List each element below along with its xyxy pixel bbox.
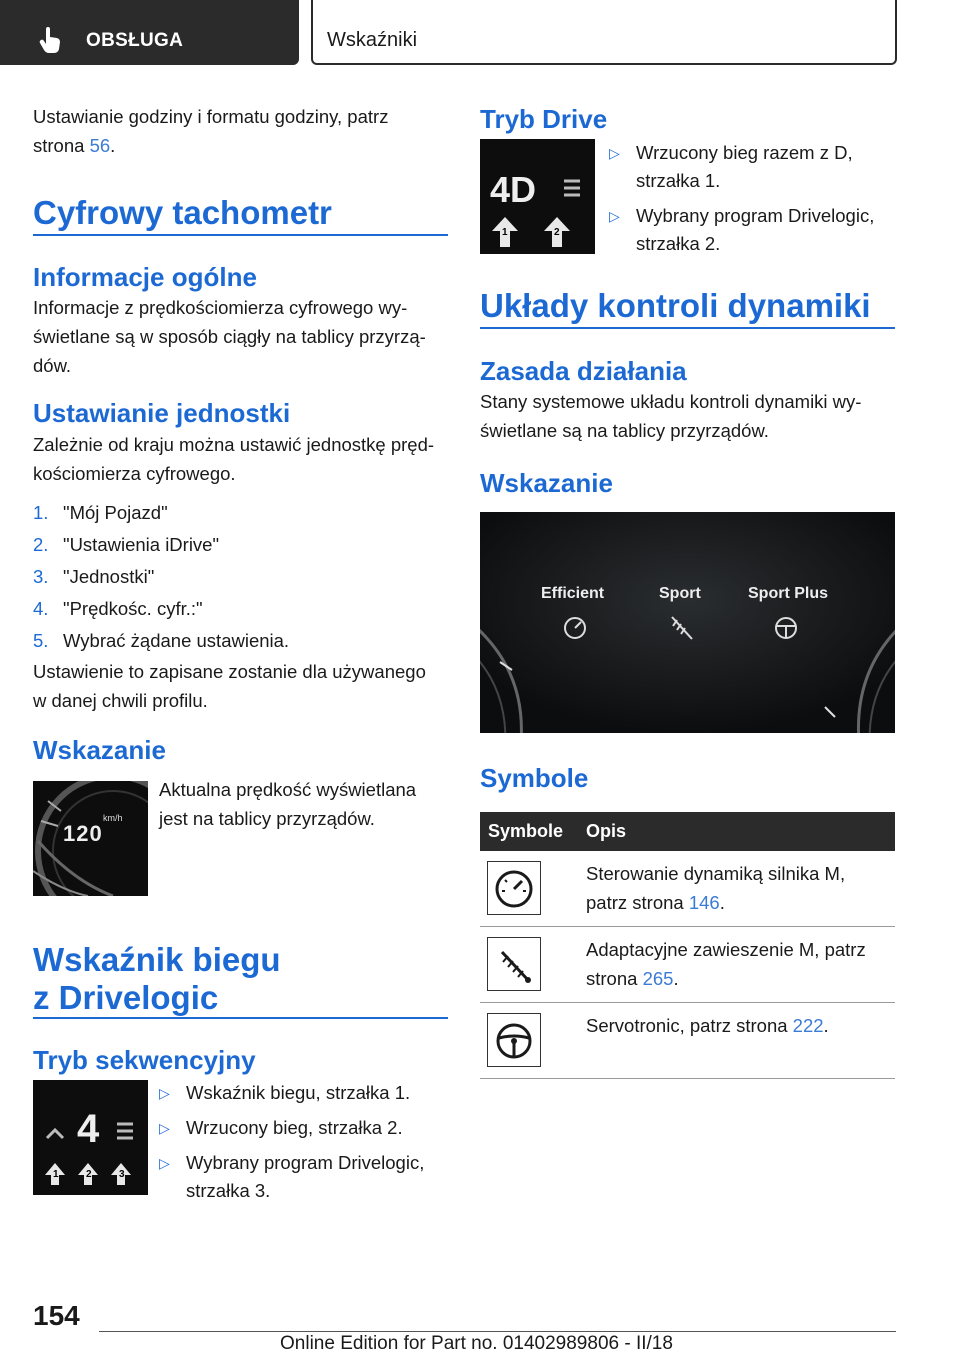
list-item: ▷ Wrzucony bieg, strzałka 2.: [159, 1117, 403, 1138]
page-link[interactable]: 56: [89, 135, 111, 156]
chapter-tab[interactable]: [0, 0, 299, 65]
gear-letter: 4D: [490, 169, 537, 210]
table-cell-description: Servotronic, patrz strona 222.: [586, 1015, 829, 1036]
intro-paragraph: Ustawianie godziny i formatu godziny, patrz strona 56.: [33, 106, 389, 156]
table-row: [480, 1003, 895, 1079]
subsection-title: Symbole: [480, 763, 589, 793]
subsection-title: Informacje ogólne: [33, 262, 257, 292]
sequential-list: [159, 1079, 449, 1212]
topic-label: Wskaźniki: [327, 29, 418, 51]
hand-pointer-icon: [38, 27, 62, 53]
drive-list: [609, 139, 894, 265]
arrow-label: 2: [86, 1169, 92, 1180]
subsection-title: Wskazanie: [480, 468, 613, 498]
speed-unit: km/h: [103, 813, 123, 823]
mode-label-sport: Sport: [659, 585, 701, 602]
mode-label-efficient: Efficient: [541, 585, 605, 602]
gear-number: 4: [77, 1107, 100, 1151]
suspension-icon: [487, 937, 541, 991]
arrow-label: 2: [554, 227, 560, 238]
section-divider: [33, 1017, 448, 1019]
subsection-title: Tryb sekwencyjny: [33, 1045, 256, 1075]
paragraph: Ustawienie to zapisane zostanie dla używanego w danej chwili profilu.: [33, 661, 426, 711]
page-link[interactable]: 265: [642, 968, 674, 989]
list-item: 1. "Mój Pojazd": [33, 502, 168, 523]
subsection-title: Ustawianie jednostki: [33, 398, 291, 428]
drive-gear-image: [480, 139, 595, 254]
page-link[interactable]: 222: [792, 1015, 824, 1036]
speedometer-image: [33, 781, 148, 896]
list-item: ▷ Wrzucony bieg razem z D, strzałka 1.: [609, 142, 853, 191]
table-cell-description: Sterowanie dynamiką silnika M, patrz strona 146.: [586, 863, 846, 913]
gauge-icon: [487, 861, 541, 915]
list-item: ▷ Wybrany program Drivelogic, strzałka 2.: [609, 205, 875, 254]
arrow-label: 3: [119, 1169, 125, 1180]
dashboard-image: [480, 512, 895, 733]
steps-list: [33, 497, 448, 657]
dashboard-graphic: [480, 512, 895, 733]
list-item: 5. Wybrać żądane ustawienia.: [33, 630, 290, 651]
footer-divider: [99, 1331, 896, 1332]
subsection-title: Tryb Drive: [480, 104, 608, 134]
paragraph: Stany systemowe układu kontroli dynamiki wy- świetlane są na tablicy przyrządów.: [480, 391, 862, 441]
subsection-title: Wskazanie: [33, 735, 166, 765]
topic-tab[interactable]: [311, 0, 897, 65]
subsection-title: Zasada działania: [480, 356, 687, 386]
edition-label: Online Edition for Part no. 01402989806 - II/18: [280, 1333, 673, 1354]
paragraph: Zależnie od kraju można ustawić jednostkę pręd- kościomierza cyfrowego.: [33, 434, 435, 484]
list-item: 4. "Prędkośc. cyfr.:": [33, 598, 203, 619]
speed-value: 120: [63, 821, 103, 846]
symbols-table: [480, 812, 895, 1079]
list-item: ▷ Wybrany program Drivelogic, strzałka 3.: [159, 1152, 425, 1201]
paragraph: Aktualna prędkość wyświetlana jest na tablicy przyrządów.: [159, 779, 417, 829]
sequential-gear-image: [33, 1080, 148, 1195]
section-divider: [480, 327, 895, 329]
list-item: 2. "Ustawienia iDrive": [33, 534, 220, 555]
table-cell-description: Adaptacyjne zawieszenie M, patrz strona 265.: [586, 939, 866, 989]
arrow-label: 1: [53, 1169, 59, 1180]
mode-label-sport-plus: Sport Plus: [748, 585, 829, 602]
paragraph: Informacje z prędkościomierza cyfrowego wy- świetlane są w sposób ciągły na tablicy przyrzą- dów.: [33, 297, 426, 376]
list-item: 3. "Jednostki": [33, 566, 155, 587]
list-item: ▷ Wskaźnik biegu, strzałka 1.: [159, 1082, 411, 1103]
page-link[interactable]: 146: [688, 892, 720, 913]
table-row: [480, 851, 895, 927]
page-number: 154: [33, 1300, 80, 1331]
arrow-label: 1: [502, 227, 508, 238]
steering-wheel-icon: [487, 1013, 541, 1067]
section-title-gear: Wskaźnik biegu z Drivelogic: [33, 941, 281, 1016]
section-title-tachometer: Cyfrowy tachometr: [33, 194, 332, 231]
table-row: [480, 927, 895, 1003]
section-divider: [33, 234, 448, 236]
chapter-label: OBSŁUGA: [86, 30, 184, 51]
section-title-dynamics: Układy kontroli dynamiki: [480, 287, 871, 324]
table-header: Symbole Opis: [480, 812, 895, 851]
